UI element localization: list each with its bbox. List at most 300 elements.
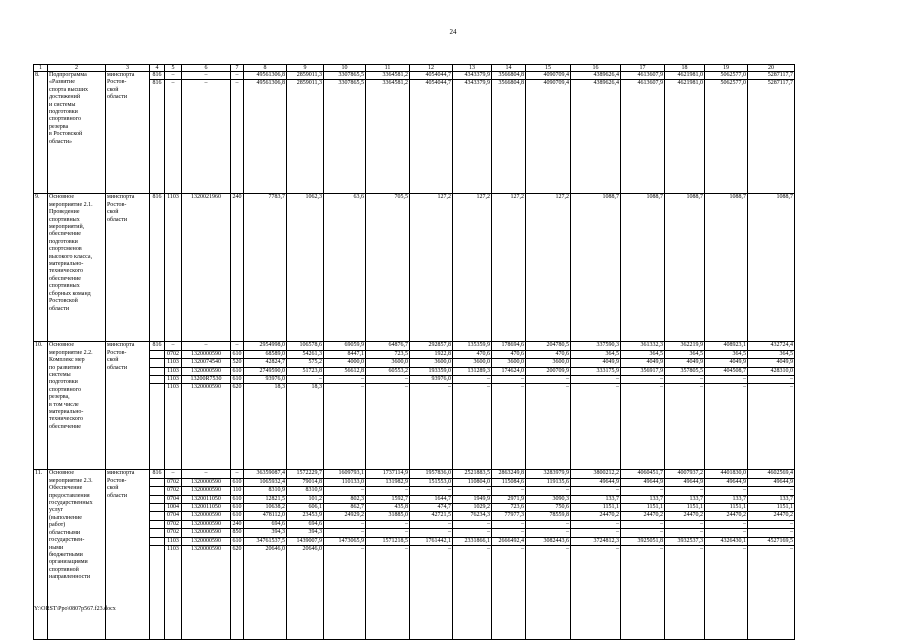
amount-cell: 1957836,0 — [410, 470, 453, 478]
executor-line: ской — [107, 86, 119, 93]
program-name-line: услуг — [49, 507, 64, 514]
amount-cell: 78559,8 — [526, 512, 571, 520]
amount-cell: – — [492, 546, 526, 640]
executor — [106, 342, 150, 470]
amount-cell: – — [526, 384, 571, 470]
amount-cell: – — [324, 376, 366, 384]
column-number-header: 10 — [324, 65, 366, 72]
classification-code: 610 — [232, 495, 242, 502]
program-name-line: высокого класса, — [49, 253, 93, 260]
classification-code: 1004 — [165, 504, 182, 512]
amount-cell: 2521883,5 — [453, 470, 492, 478]
amount-cell: 54261,3 — [287, 350, 324, 358]
classification-code: – — [182, 342, 231, 350]
classification-code: – — [182, 470, 231, 478]
amount-cell: 3090,3 — [526, 495, 571, 503]
amount-cell: 133,7 — [748, 495, 795, 503]
amount-cell: – — [492, 384, 526, 470]
program-name-line: ными — [49, 544, 64, 551]
amount-cell: 694,6 — [244, 520, 287, 528]
amount-cell: – — [453, 376, 492, 384]
amount-cell: 4000,0 — [324, 359, 366, 367]
amount-cell: – — [705, 520, 748, 528]
classification-code: 1320000590 — [182, 529, 231, 537]
classification-code — [150, 495, 165, 503]
classification-code — [150, 546, 165, 640]
amount-cell: 49644,9 — [665, 478, 705, 486]
program-name-line: «Развитие — [49, 79, 75, 86]
amount-cell: – — [492, 529, 526, 537]
amount-cell: – — [665, 376, 705, 384]
amount-cell: – — [453, 529, 492, 537]
classification-code: 0702 — [165, 529, 182, 537]
amount-cell: 723,6 — [492, 504, 526, 512]
amount-cell: 1473065,9 — [324, 537, 366, 545]
amount-cell: – — [287, 376, 324, 384]
classification-code: 0704 — [165, 512, 182, 520]
executor-line: минспорта — [107, 194, 135, 201]
amount-cell: – — [571, 487, 621, 495]
amount-cell: 49644,9 — [571, 478, 621, 486]
amount-cell: 131289,3 — [453, 367, 492, 375]
amount-cell: 4049,9 — [665, 359, 705, 367]
column-number-header: 1 — [34, 65, 48, 72]
amount-cell: 93976,0 — [244, 376, 287, 384]
amount-cell: 60553,2 — [366, 367, 410, 375]
amount-cell: 1737114,9 — [366, 470, 410, 478]
program-name-line: Комплекс мер — [49, 357, 85, 364]
amount-cell: – — [324, 384, 366, 470]
amount-cell: – — [526, 487, 571, 495]
amount-cell: 76234,3 — [453, 512, 492, 520]
amount-cell: 432724,4 — [748, 342, 795, 350]
program-name-line: в Ростовской — [49, 131, 83, 138]
amount-cell: 8447,1 — [324, 350, 366, 358]
column-number-header: 3 — [106, 65, 150, 72]
amount-cell: – — [526, 376, 571, 384]
executor — [106, 72, 150, 194]
program-name-line: организациями — [49, 559, 88, 566]
amount-cell: – — [410, 546, 453, 640]
amount-cell: 4007937,2 — [665, 470, 705, 478]
amount-cell: 394,3 — [244, 529, 287, 537]
amount-cell: – — [705, 487, 748, 495]
executor-line: минспорта — [107, 72, 135, 78]
amount-cell: 4602569,4 — [748, 470, 795, 478]
classification-code — [150, 359, 165, 367]
amount-cell: – — [366, 520, 410, 528]
row-number: 9. — [34, 194, 48, 342]
column-number-header: 18 — [665, 65, 705, 72]
amount-cell: 4326430,1 — [705, 537, 748, 545]
classification-code: – — [165, 342, 182, 350]
program-name-line: мероприятие 2.2. — [49, 349, 93, 356]
amount-cell: – — [621, 529, 665, 537]
amount-cell: 575,2 — [287, 359, 324, 367]
amount-cell: 8310,9 — [287, 487, 324, 495]
amount-cell: 1088,7 — [705, 194, 748, 342]
executor-line: области — [107, 216, 128, 223]
amount-cell: – — [665, 520, 705, 528]
amount-cell: 34761537,5 — [244, 537, 287, 545]
program-name-line: обеспечение — [49, 423, 81, 430]
column-number-header: 13 — [453, 65, 492, 72]
column-number-header: 8 — [244, 65, 287, 72]
amount-cell: 193359,0 — [410, 367, 453, 375]
amount-cell: 4621981,0 — [665, 72, 705, 80]
executor-line: Ростов- — [107, 349, 127, 356]
amount-cell: 1151,1 — [748, 504, 795, 512]
amount-cell: 1151,1 — [621, 504, 665, 512]
amount-cell: 1439007,9 — [287, 537, 324, 545]
program-name — [48, 470, 106, 640]
amount-cell: – — [571, 546, 621, 640]
amount-cell: 356917,9 — [621, 367, 665, 375]
amount-cell: 24470,2 — [748, 512, 795, 520]
classification-code: 1320000590 — [182, 537, 231, 545]
amount-cell: 178694,6 — [492, 342, 526, 350]
amount-cell: 1571218,5 — [366, 537, 410, 545]
table-row — [34, 72, 795, 80]
amount-cell: 4389626,4 — [571, 80, 621, 194]
classification-code: 1320011050 — [182, 504, 231, 512]
amount-cell: – — [324, 487, 366, 495]
executor-line: ской — [107, 209, 119, 216]
page-number: 24 — [449, 28, 457, 36]
amount-cell: 1088,7 — [665, 194, 705, 342]
classification-code: 1320000590 — [182, 487, 231, 495]
classification-code: 1320074540 — [182, 359, 231, 367]
amount-cell: – — [571, 520, 621, 528]
classification-code: 1320021960 — [182, 194, 231, 342]
program-name-line: резерва — [49, 123, 69, 130]
classification-code: 816 — [150, 80, 165, 194]
classification-code: – — [182, 80, 231, 194]
amount-cell: 42721,5 — [410, 512, 453, 520]
column-number-header: 6 — [182, 65, 231, 72]
amount-cell: 4389626,4 — [571, 72, 621, 80]
amount-cell: 69059,9 — [324, 342, 366, 350]
program-name-line: спортивных — [49, 216, 80, 223]
amount-cell: 3364581,2 — [366, 80, 410, 194]
classification-code: 850 — [232, 529, 242, 536]
row-number: 8. — [34, 72, 48, 194]
amount-cell: 3932537,3 — [665, 537, 705, 545]
amount-cell: 3364581,2 — [366, 72, 410, 80]
program-name-line: мероприятие 2.3. — [49, 477, 93, 484]
column-number-header: 11 — [366, 65, 410, 72]
amount-cell: – — [621, 376, 665, 384]
executor-line: Ростов- — [107, 201, 127, 208]
amount-cell: 750,6 — [526, 504, 571, 512]
program-name-line: по развитию — [49, 364, 82, 371]
amount-cell: 68589,0 — [244, 350, 287, 358]
program-name-line: спортивного — [49, 386, 81, 393]
program-name-line: спорта высших — [49, 86, 89, 93]
amount-cell: – — [705, 529, 748, 537]
classification-code: – — [231, 72, 244, 80]
amount-cell: – — [621, 487, 665, 495]
classification-code: 1320000590 — [182, 512, 231, 520]
program-name-line: работ) — [49, 522, 66, 529]
amount-cell: 2859011,3 — [287, 72, 324, 80]
amount-cell: 20646,0 — [287, 546, 324, 640]
amount-cell: 4090709,4 — [526, 72, 571, 80]
classification-code — [150, 376, 165, 384]
amount-cell: 3600,0 — [366, 359, 410, 367]
amount-cell: 333175,9 — [571, 367, 621, 375]
classification-code: – — [231, 470, 244, 478]
executor-line: Ростов- — [107, 79, 127, 86]
program-name-line: Основное — [49, 194, 74, 201]
classification-code — [150, 478, 165, 486]
classification-code — [150, 384, 165, 470]
classification-code: 816 — [150, 342, 165, 350]
classification-code: 0702 — [165, 520, 182, 528]
amount-cell: – — [324, 529, 366, 537]
executor-line: минспорта — [107, 342, 135, 349]
amount-cell: 31885,0 — [366, 512, 410, 520]
classification-code: 1103 — [165, 537, 182, 545]
header-row — [34, 65, 795, 72]
amount-cell: 4049,9 — [621, 359, 665, 367]
executor-line: минспорта — [107, 470, 135, 477]
amount-cell: 4343379,9 — [453, 80, 492, 194]
amount-cell: 1922,8 — [410, 350, 453, 358]
amount-cell: 802,3 — [324, 495, 366, 503]
amount-cell: 1592,7 — [366, 495, 410, 503]
program-name-line: обеспечение — [49, 231, 81, 238]
amount-cell: 364,5 — [748, 350, 795, 358]
program-name — [48, 342, 106, 470]
amount-cell: – — [748, 520, 795, 528]
amount-cell: 4343379,9 — [453, 72, 492, 80]
classification-code: 610 — [232, 512, 242, 519]
row-number: 11. — [34, 470, 48, 640]
amount-cell: 404508,7 — [705, 367, 748, 375]
program-name — [48, 72, 106, 194]
amount-cell: 1761442,1 — [410, 537, 453, 545]
column-number-header: 17 — [621, 65, 665, 72]
amount-cell: 56612,8 — [324, 367, 366, 375]
program-name-line: материально- — [49, 409, 84, 416]
amount-cell: – — [665, 384, 705, 470]
classification-code: 13200R7530 — [182, 376, 231, 384]
program-name-line: направленности — [49, 574, 91, 581]
executor-line: ской — [107, 485, 119, 492]
program-name-line: мероприятие 2.1. — [49, 201, 93, 208]
amount-cell: 133,7 — [571, 495, 621, 503]
classification-code: – — [231, 80, 244, 194]
budget-table — [33, 64, 795, 640]
amount-cell: 364,5 — [705, 350, 748, 358]
executor-line: ской — [107, 357, 119, 364]
amount-cell: 474,7 — [410, 504, 453, 512]
amount-cell: 723,5 — [366, 350, 410, 358]
amount-cell: 4621981,0 — [665, 80, 705, 194]
column-number-header: 5 — [165, 65, 182, 72]
classification-code: 240 — [232, 520, 242, 527]
amount-cell: 3283979,9 — [526, 470, 571, 478]
amount-cell: 1644,7 — [410, 495, 453, 503]
amount-cell: 1088,7 — [621, 194, 665, 342]
column-number-header: 15 — [526, 65, 571, 72]
classification-code: – — [165, 72, 182, 80]
classification-code: 610 — [232, 504, 242, 511]
amount-cell: 5287117,7 — [748, 80, 795, 194]
amount-cell: – — [621, 520, 665, 528]
amount-cell: – — [665, 529, 705, 537]
amount-cell: 119135,6 — [526, 478, 571, 486]
amount-cell: 49561306,8 — [244, 72, 287, 80]
amount-cell: 337590,3 — [571, 342, 621, 350]
amount-cell: 292857,8 — [410, 342, 453, 350]
program-name-line: государственных — [49, 500, 93, 507]
classification-code: 1320000590 — [182, 384, 231, 470]
column-number-header: 14 — [492, 65, 526, 72]
program-name-line: резерва, — [49, 394, 70, 401]
amount-cell: 174624,0 — [492, 367, 526, 375]
classification-code — [150, 504, 165, 512]
amount-cell: 110804,0 — [453, 478, 492, 486]
amount-cell: 3600,0 — [492, 359, 526, 367]
classification-code: 0702 — [165, 350, 182, 358]
program-name-line: материально- — [49, 261, 84, 268]
amount-cell: 18,3 — [244, 384, 287, 470]
amount-cell: 63,6 — [324, 194, 366, 342]
amount-cell: 435,8 — [366, 504, 410, 512]
amount-cell: – — [366, 376, 410, 384]
amount-cell: – — [492, 520, 526, 528]
classification-code — [150, 350, 165, 358]
file-path-footer: Y:\ORST\Ppo\0807p567.f23.docx — [34, 606, 116, 612]
amount-cell: 36359087,4 — [244, 470, 287, 478]
amount-cell: – — [366, 487, 410, 495]
amount-cell: 115084,6 — [492, 478, 526, 486]
program-name-line: спортсменов — [49, 246, 82, 253]
amount-cell: 42824,7 — [244, 359, 287, 367]
amount-cell: 3307865,5 — [324, 80, 366, 194]
amount-cell: 49644,9 — [705, 478, 748, 486]
amount-cell: 200709,9 — [526, 367, 571, 375]
amount-cell: – — [526, 529, 571, 537]
classification-code: 610 — [232, 367, 242, 374]
classification-code: 1320000590 — [182, 520, 231, 528]
classification-code: 1320000590 — [182, 350, 231, 358]
executor — [106, 194, 150, 342]
classification-code: 610 — [232, 537, 242, 544]
amount-cell: – — [492, 376, 526, 384]
program-name-line: области» — [49, 138, 73, 145]
amount-cell: – — [621, 546, 665, 640]
program-name-line: Обеспечение — [49, 485, 83, 492]
amount-cell: 3600,0 — [526, 359, 571, 367]
amount-cell: – — [748, 546, 795, 640]
amount-cell: – — [410, 487, 453, 495]
program-name-line: сборных команд — [49, 290, 91, 297]
classification-code — [150, 537, 165, 545]
amount-cell: 4049,9 — [571, 359, 621, 367]
amount-cell: 3307865,5 — [324, 72, 366, 80]
amount-cell: 51723,8 — [287, 367, 324, 375]
amount-cell: – — [748, 384, 795, 470]
amount-cell: 127,2 — [492, 194, 526, 342]
amount-cell: 478112,0 — [244, 512, 287, 520]
amount-cell: 3925051,8 — [621, 537, 665, 545]
amount-cell: 1151,1 — [705, 504, 748, 512]
classification-code: 816 — [150, 72, 165, 80]
program-name-line: спортивного — [49, 116, 81, 123]
table-row — [34, 342, 795, 350]
classification-code — [150, 367, 165, 375]
amount-cell: 10638,2 — [244, 504, 287, 512]
amount-cell: 2666492,4 — [492, 537, 526, 545]
classification-code: 1103 — [165, 367, 182, 375]
amount-cell: 131982,9 — [366, 478, 410, 486]
amount-cell: 3600,0 — [410, 359, 453, 367]
amount-cell: 694,6 — [287, 520, 324, 528]
amount-cell: – — [526, 520, 571, 528]
amount-cell: – — [453, 487, 492, 495]
classification-code: 1320000590 — [182, 478, 231, 486]
amount-cell: – — [366, 546, 410, 640]
program-name-line: в том числе — [49, 401, 79, 408]
amount-cell: – — [665, 546, 705, 640]
amount-cell: 428310,0 — [748, 367, 795, 375]
amount-cell: – — [453, 384, 492, 470]
classification-code: 1103 — [165, 384, 182, 470]
amount-cell: 2954998,0 — [244, 342, 287, 350]
amount-cell: – — [366, 384, 410, 470]
amount-cell: 5062577,0 — [705, 72, 748, 80]
amount-cell: 364,5 — [665, 350, 705, 358]
amount-cell: 1151,1 — [571, 504, 621, 512]
amount-cell: 1609793,1 — [324, 470, 366, 478]
amount-cell: 20646,0 — [244, 546, 287, 640]
column-number-header: 2 — [48, 65, 106, 72]
amount-cell: – — [705, 376, 748, 384]
amount-cell: 110133,0 — [324, 478, 366, 486]
classification-code: 1103 — [165, 194, 182, 342]
classification-code: 610 — [232, 376, 242, 383]
amount-cell: 862,7 — [324, 504, 366, 512]
amount-cell: 3566804,8 — [492, 80, 526, 194]
amount-cell: 24470,2 — [665, 512, 705, 520]
classification-code — [150, 529, 165, 537]
amount-cell: 4527169,5 — [748, 537, 795, 545]
amount-cell: 49644,9 — [621, 478, 665, 486]
program-name-line: Основное — [49, 342, 74, 349]
amount-cell: 5062577,0 — [705, 80, 748, 194]
classification-code: 610 — [232, 478, 242, 485]
program-name-line: государствен- — [49, 537, 85, 544]
classification-code: 620 — [231, 546, 244, 640]
amount-cell: 24470,2 — [621, 512, 665, 520]
amount-cell: – — [621, 384, 665, 470]
program-name-line: Проведение — [49, 209, 80, 216]
classification-code: 240 — [231, 194, 244, 342]
amount-cell: – — [748, 529, 795, 537]
classification-code: – — [182, 72, 231, 80]
amount-cell: 127,2 — [526, 194, 571, 342]
program-name-line: спортивных — [49, 283, 80, 290]
amount-cell: 4090709,4 — [526, 80, 571, 194]
amount-cell: 470,6 — [453, 350, 492, 358]
program-name-line: технического — [49, 416, 84, 423]
amount-cell: 133,7 — [621, 495, 665, 503]
classification-code — [150, 487, 165, 495]
classification-code — [150, 512, 165, 520]
